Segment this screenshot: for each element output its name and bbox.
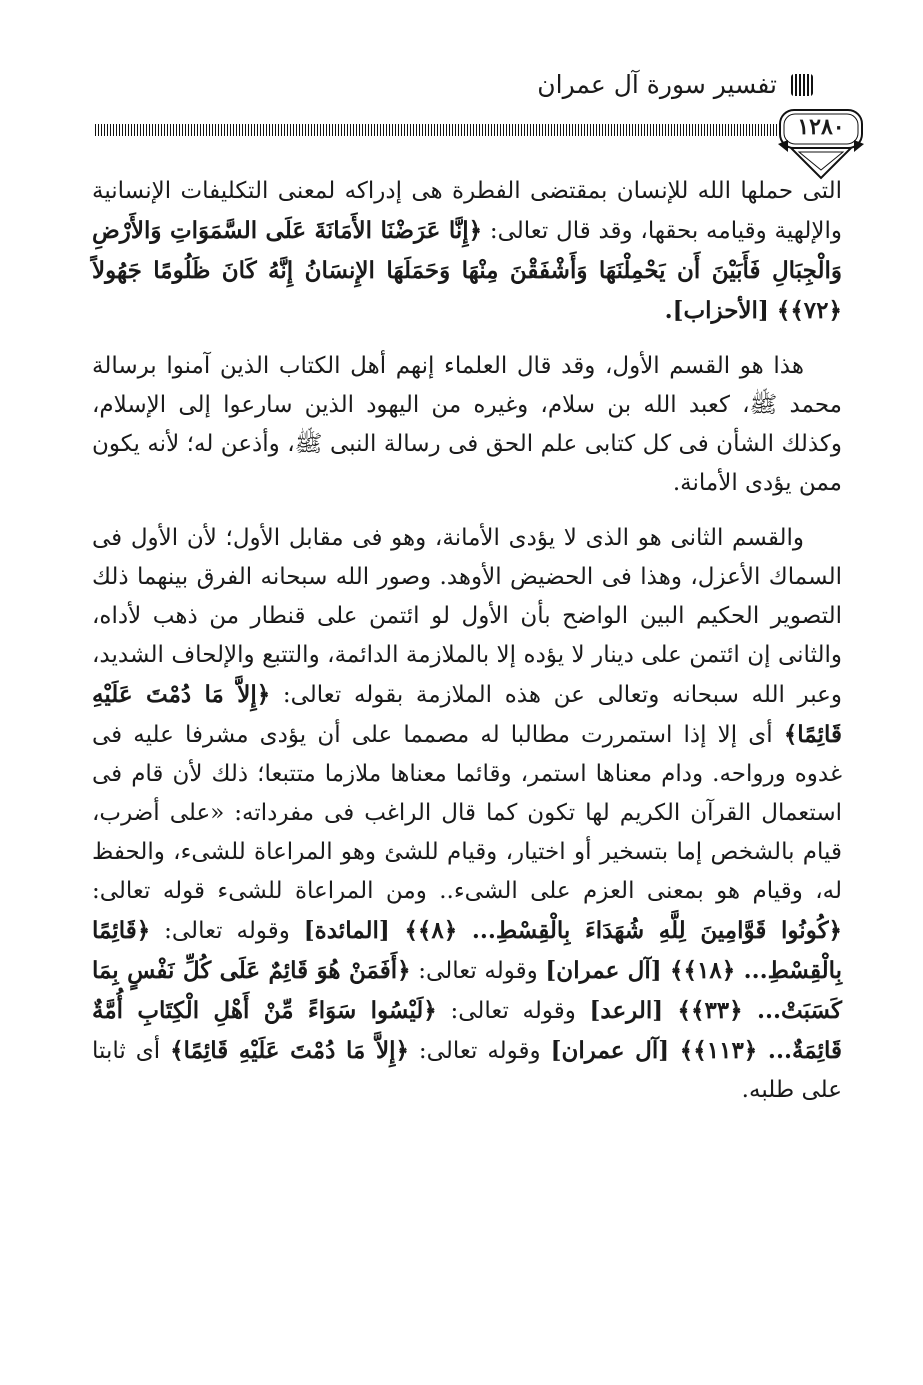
body-text: وقوله تعالى: bbox=[408, 1038, 551, 1064]
paragraph bbox=[92, 172, 842, 331]
quran-verse: ﴿إِنَّا عَرَضْنَا الأَمَانَةَ عَلَى السَّمَوَاتِ وَالأَرْضِ وَالْجِبَالِ فَأَبَيْنَ أَن يَحْمِلْنَهَا وَأَشْفَقْنَ مِنْهَا وَحَمَلَهَا الإِنسَانُ إِنَّهُ كَانَ ظَلُومًا جَهُولاً ﴿٧٢﴾﴾ bbox=[92, 217, 842, 324]
quran-verse: ﴿أَفَمَنْ هُوَ قَائِمٌ عَلَى كُلِّ نَفْسٍ بِمَا كَسَبَتْ... ﴿٣٣﴾﴾ bbox=[92, 957, 843, 1024]
page-number: ١٢٨٠ bbox=[797, 114, 845, 140]
body-text: وقوله تعالى: bbox=[436, 998, 590, 1024]
surah-reference: [آل عمران] bbox=[550, 1037, 680, 1064]
quran-verse: ﴿لَيْسُوا سَوَاءً مِّنْ أَهْلِ الْكِتَابِ أُمَّةٌ قَائِمَةٌ... ﴿١١٣﴾﴾ bbox=[92, 997, 842, 1064]
paragraph bbox=[92, 347, 842, 503]
running-header bbox=[537, 70, 813, 99]
header-rule bbox=[95, 124, 777, 136]
surah-reference: [آل عمران] bbox=[545, 957, 671, 984]
surah-reference: [المائدة] bbox=[303, 917, 405, 944]
paragraph bbox=[92, 519, 842, 1110]
body-text: أى إلا إذا استمررت مطالبا له مصمما على أن يؤدى مشرفا عليه فى غدوه ورواحه. ودام معناها استمر، وقائما معناها ملازما متتبعا؛ ذلك لأن قام فى استعمال القرآن الكريم لها تكون كما قال الراغب فى مفرداته: «على أضرب، قيام بالشخص إما بتسخير أو اختيار، وقيام للشئ وهو المراعاة للشىء، والحفظ له، وقيام هو بمعنى العزم على الشىء.. ومن المراعاة للشىء قوله تعالى: bbox=[92, 722, 842, 904]
body-text: وقوله تعالى: bbox=[150, 918, 304, 944]
body-text: والقسم الثانى هو الذى لا يؤدى الأمانة، وهو فى مقابل الأول؛ لأن الأول فى السماك الأعزل، وهذا فى الحضيض الأوهد. وصور الله سبحانه الفرق بينهما ذلك التصوير الحكيم البين الواضح بأن الأول لو ائتمن على قنطار من ذهب لأداه، والثانى إن ائتمن على دينار لا يؤده إلا بالملازمة الدائمة، والتتبع والإلحاف الشديد، وعبر الله سبحانه وتعالى عن هذه الملازمة بقوله تعالى: bbox=[92, 525, 842, 708]
body-text: وقوله تعالى: bbox=[410, 958, 546, 984]
surah-reference: [الرعد] bbox=[589, 997, 678, 1024]
body-text: أى ثابتا على طلبه. bbox=[92, 1038, 842, 1103]
quran-verse: ﴿إِلاَّ مَا دُمْتَ عَلَيْهِ قَائِمًا﴾ bbox=[170, 1037, 409, 1064]
quran-verse: ﴿قَائِمًا بِالْقِسْطِ... ﴿١٨﴾﴾ bbox=[92, 917, 842, 984]
book-title: تفسير سورة آل عمران bbox=[537, 70, 777, 99]
quran-verse: ﴿إِلاَّ مَا دُمْتَ عَلَيْهِ قَائِمًا﴾ bbox=[92, 681, 842, 748]
ornament-icon bbox=[791, 74, 813, 96]
body-text: هذا هو القسم الأول، وقد قال العلماء إنهم أهل الكتاب الذين آمنوا برسالة محمد ﷺ، كعبد الله بن سلام، وغيره من اليهود الذين سارعوا إلى الإسلام، وكذلك الشأن فى كل كتابى علم الحق فى رسالة النبى ﷺ، وأذعن له؛ لأنه يكون ممن يؤدى الأمانة. bbox=[92, 353, 842, 496]
body-text: التى حملها الله للإنسان بمقتضى الفطرة هى إدراكه لمعنى التكليفات الإنسانية والإلهية وقيامه بحقها، وقد قال تعالى: bbox=[92, 178, 842, 244]
page-body bbox=[92, 172, 842, 1126]
surah-reference: [الأحزاب]. bbox=[664, 297, 777, 324]
quran-verse: ﴿كُونُوا قَوَّامِينَ لِلَّهِ شُهَدَاءَ بِالْقِسْطِ... ﴿٨﴾﴾ bbox=[404, 917, 843, 944]
